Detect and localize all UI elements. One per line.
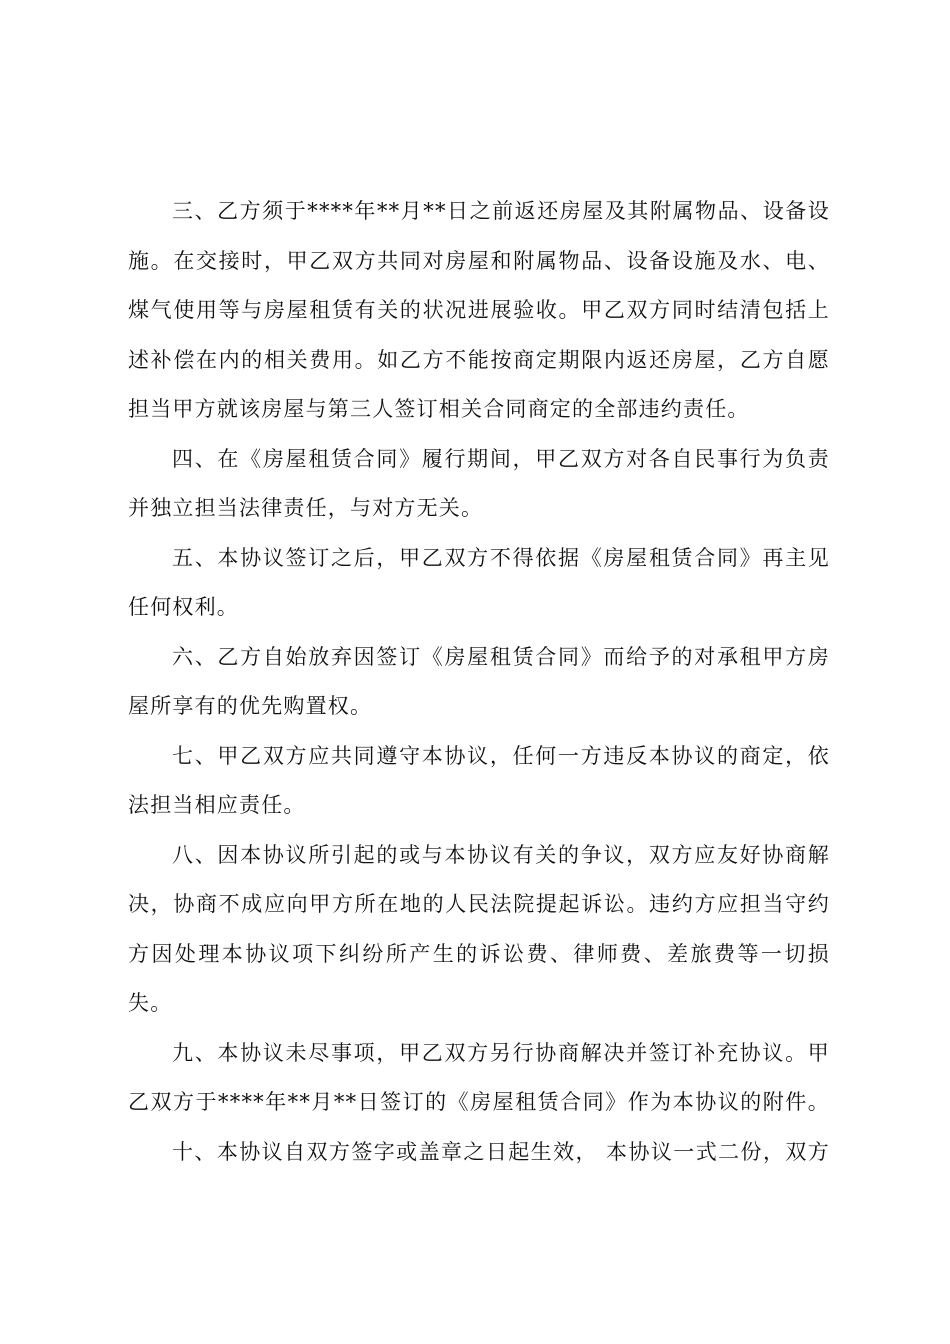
clause-9-paragraph [128,1029,830,1128]
text-line: 施。在交接时，甲乙双方共同对房屋和附属物品、设备设施及水、电、 [128,248,830,273]
clause-7-paragraph [128,732,830,831]
text-line: 九、本协议未尽事项，甲乙双方另行协商解决并签订补充协议。甲 [172,1040,830,1065]
clause-10-paragraph [128,1128,830,1178]
text-line: 述补偿在内的相关费用。如乙方不能按商定期限内返还房屋，乙方自愿 [128,347,830,372]
text-line: 四、在《房屋租赁合同》履行期间，甲乙双方对各自民事行为负责 [172,446,830,471]
text-line: 决，协商不成应向甲方所在地的人民法院提起诉讼。违约方应担当守约 [128,892,830,916]
text-line: 屋所享有的优先购置权。 [128,694,373,718]
clause-3-paragraph [128,187,830,435]
clause-5-paragraph [128,534,830,633]
text-line: 三、乙方须于****年**月**日之前返还房屋及其附属物品、设备设 [172,199,830,223]
text-line: 方因处理本协议项下纠纷所产生的诉讼费、律师费、差旅费等一切损 [128,941,830,966]
text-line: 并独立担当法律责任，与对方无关。 [128,496,484,520]
text-line: 七、甲乙双方应共同遵守本协议，任何一方违反本协议的商定，依 [172,743,830,768]
text-line: 担当甲方就该房屋与第三人签订相关合同商定的全部违约责任。 [128,397,750,421]
text-line: 十、本协议自双方签字或盖章之日起生效， 本协议一式二份，双方 [172,1139,830,1164]
document-body [128,187,830,1177]
text-line: 失。 [128,991,173,1015]
text-line: 法担当相应责任。 [128,793,306,817]
text-line: 五、本协议签订之后，甲乙双方不得依据《房屋租赁合同》再主见 [172,545,830,570]
clause-4-paragraph [128,435,830,534]
text-line: 六、乙方自始放弃因签订《房屋租赁合同》而给予的对承租甲方房 [172,644,830,669]
text-line: 八、因本协议所引起的或与本协议有关的争议，双方应友好协商解 [172,842,830,867]
text-line: 煤气使用等与房屋租赁有关的状况进展验收。甲乙双方同时结清包括上 [128,298,830,322]
clause-6-paragraph [128,633,830,732]
clause-8-paragraph [128,831,830,1029]
text-line: 任何权利。 [128,595,239,619]
text-line: 乙双方于****年**月**日签订的《房屋租赁合同》作为本协议的附件。 [128,1090,830,1114]
